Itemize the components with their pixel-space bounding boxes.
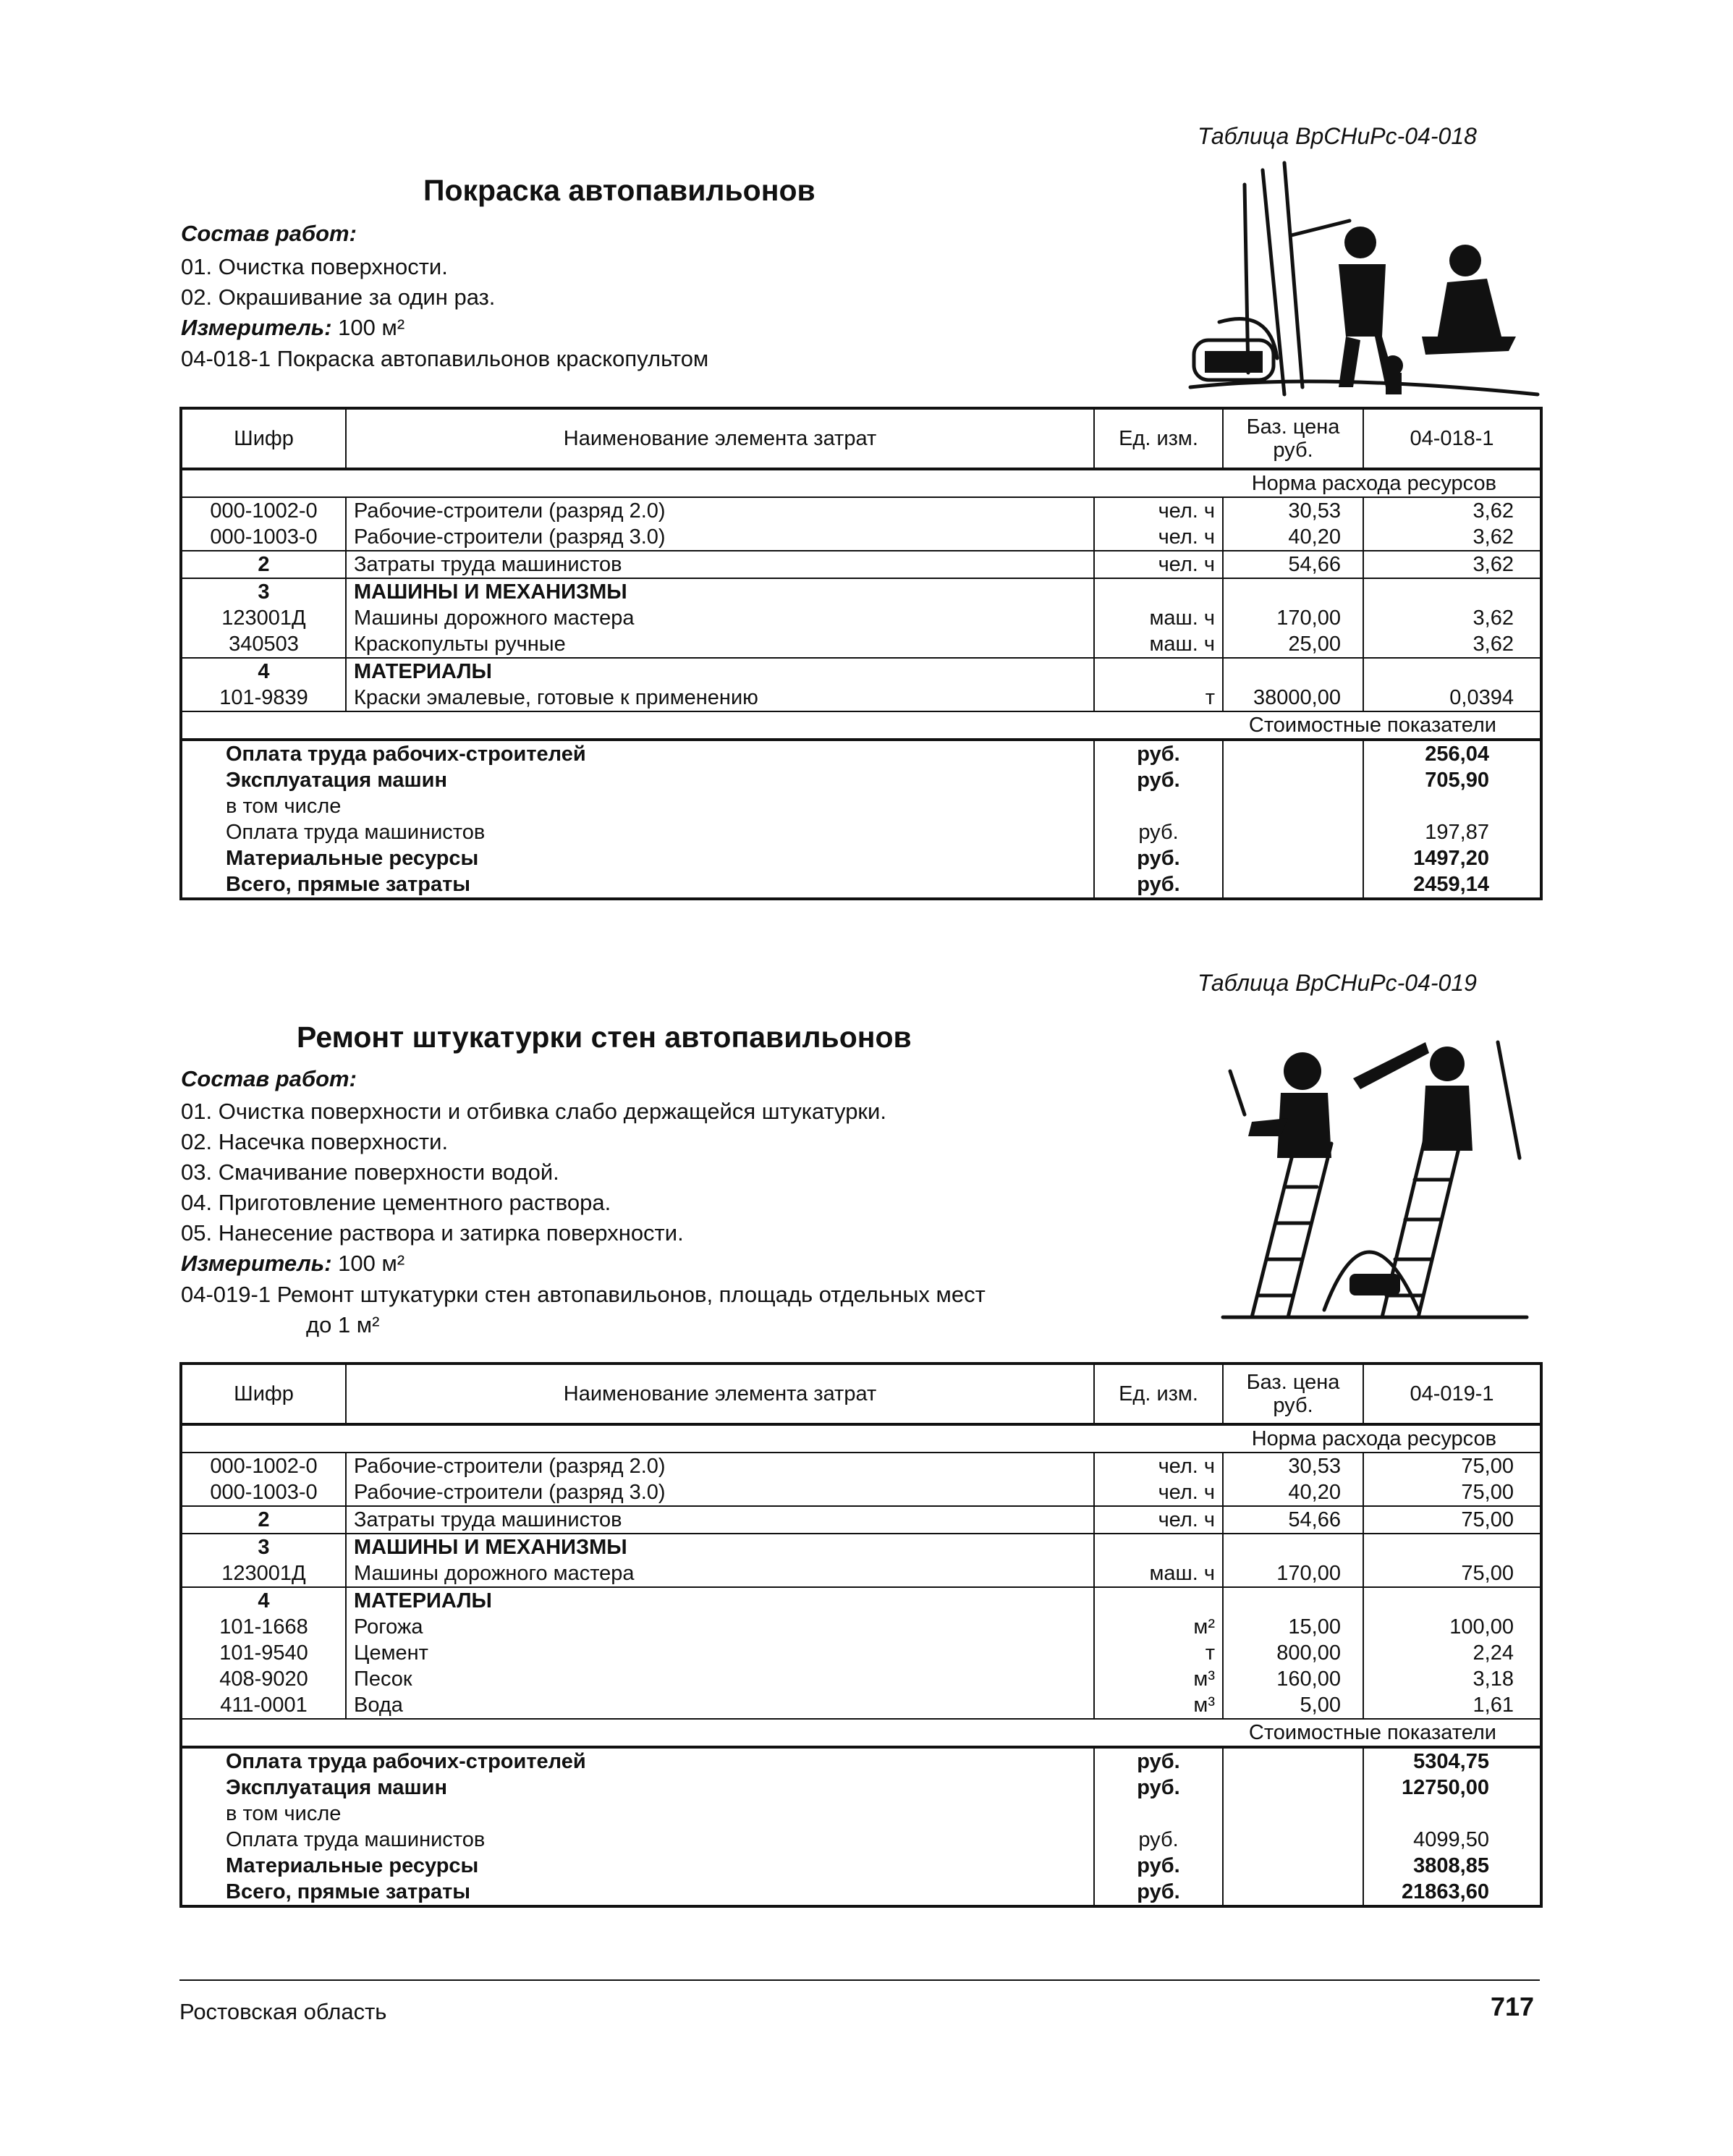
cell-price: 30,53 — [1223, 497, 1363, 524]
summary-unit: руб. — [1094, 767, 1223, 793]
header-name: Наименование элемента затрат — [346, 408, 1094, 469]
summary-unit: руб. — [1094, 1853, 1223, 1879]
work-composition-label: Состав работ: — [181, 221, 357, 246]
cell-code: 411-0001 — [181, 1692, 346, 1719]
table-row — [181, 1506, 1541, 1534]
summary-label: Материальные ресурсы — [181, 1853, 1094, 1879]
cell-name: Машины дорожного мастера — [346, 605, 1094, 631]
cell-norm: 75,00 — [1363, 1560, 1541, 1587]
summary-row — [181, 1747, 1541, 1775]
cell-norm: 100,00 — [1449, 1615, 1514, 1639]
summary-row — [181, 1879, 1541, 1906]
work-step: 01. Очистка поверхности и отбивка слабо держащейся штукатурки. — [181, 1099, 886, 1124]
cell-unit — [1094, 578, 1223, 605]
summary-value: 197,87 — [1425, 821, 1489, 844]
section-label: Норма расхода ресурсов — [181, 469, 1541, 497]
footer-region: Ростовская область — [179, 1999, 387, 2024]
cell-price: 40,20 — [1223, 1479, 1363, 1506]
cell-norm: 75,00 — [1461, 1455, 1514, 1478]
table-row — [181, 578, 1541, 605]
item-title-continued: до 1 м² — [306, 1312, 380, 1337]
cell-name: Краски эмалевые, готовые к применению — [346, 685, 1094, 711]
cell-unit: м³ — [1094, 1692, 1223, 1719]
cell-norm: 75,00 — [1363, 1479, 1541, 1506]
summary-unit: руб. — [1094, 871, 1223, 899]
summary-value: 3808,85 — [1413, 1854, 1489, 1877]
cell-price: 25,00 — [1223, 631, 1363, 658]
summary-label: Оплата труда машинистов — [181, 819, 1094, 845]
cell-price: 160,00 — [1223, 1666, 1363, 1692]
summary-row — [181, 793, 1541, 819]
cell-norm: 1,61 — [1363, 1692, 1541, 1719]
cell-name: Рабочие-строители (разряд 3.0) — [346, 1479, 1094, 1506]
cell-unit: чел. ч — [1094, 1479, 1223, 1506]
section-row — [181, 469, 1541, 497]
section-row — [181, 711, 1541, 740]
summary-value: 1497,20 — [1413, 847, 1489, 870]
summary-value — [1363, 1801, 1541, 1827]
table-row — [181, 1479, 1541, 1506]
cell-code: 3 — [181, 578, 346, 605]
summary-row — [181, 1853, 1541, 1879]
cell-name: МАТЕРИАЛЫ — [346, 1587, 1094, 1614]
cell-unit: чел. ч — [1094, 497, 1223, 524]
cost-table-04-019 — [179, 1362, 1543, 1908]
cell-price — [1223, 578, 1363, 605]
summary-value: 12750,00 — [1402, 1776, 1489, 1799]
cell-price: 54,66 — [1223, 1506, 1363, 1534]
header-code: Шифр — [181, 1364, 346, 1424]
cell-code: 4 — [181, 658, 346, 685]
cell-code: 000-1002-0 — [181, 497, 346, 524]
section-title: Покраска автопавильонов — [423, 174, 815, 207]
cell-name: Затраты труда машинистов — [346, 1506, 1094, 1534]
summary-empty — [1223, 793, 1363, 819]
summary-row — [181, 845, 1541, 871]
summary-value: 256,04 — [1363, 740, 1541, 767]
header-norm: 04-019-1 — [1363, 1364, 1541, 1424]
summary-label: Эксплуатация машин — [181, 767, 1094, 793]
cell-price: 38000,00 — [1223, 685, 1363, 711]
summary-empty — [1223, 1827, 1363, 1853]
table-row — [181, 524, 1541, 551]
work-step: 04. Приготовление цементного раствора. — [181, 1190, 611, 1215]
summary-value: 4099,50 — [1413, 1828, 1489, 1851]
cell-unit: маш. ч — [1094, 605, 1223, 631]
summary-row — [181, 1801, 1541, 1827]
cell-unit — [1094, 658, 1223, 685]
cell-code: 101-9839 — [181, 685, 346, 711]
summary-empty — [1223, 1801, 1363, 1827]
cell-price: 15,00 — [1223, 1614, 1363, 1640]
summary-unit: руб. — [1094, 1775, 1223, 1801]
cell-norm: 3,62 — [1363, 524, 1541, 551]
cell-code: 2 — [181, 1506, 346, 1534]
summary-label: Всего, прямые затраты — [181, 871, 1094, 899]
item-title: 04-018-1 Покраска автопавильонов краскопультом — [181, 346, 709, 371]
page-number: 717 — [1491, 1992, 1535, 2021]
summary-row — [181, 740, 1541, 767]
cell-norm: 3,62 — [1363, 631, 1541, 658]
footer-divider — [179, 1979, 1540, 1981]
header-name: Наименование элемента затрат — [346, 1364, 1094, 1424]
summary-empty — [1223, 871, 1363, 899]
summary-label: Оплата труда машинистов — [181, 1827, 1094, 1853]
cell-code: 2 — [181, 551, 346, 578]
table-row — [181, 605, 1541, 631]
summary-value — [1363, 793, 1541, 819]
header-price: Баз. цена руб. — [1223, 1364, 1363, 1424]
summary-unit: руб. — [1094, 1827, 1223, 1853]
summary-row — [181, 819, 1541, 845]
summary-label: в том числе — [181, 793, 1094, 819]
table-row — [181, 1692, 1541, 1719]
section-row — [181, 1424, 1541, 1453]
cell-norm — [1363, 1534, 1541, 1560]
measure-line — [181, 1251, 404, 1277]
summary-unit: руб. — [1094, 819, 1223, 845]
table-row — [181, 1666, 1541, 1692]
cell-unit: чел. ч — [1094, 1506, 1223, 1534]
table-row — [181, 1614, 1541, 1640]
cell-name: Песок — [346, 1666, 1094, 1692]
measure-line — [181, 315, 404, 341]
header-norm: 04-018-1 — [1363, 408, 1541, 469]
summary-value: 2459,14 — [1413, 873, 1489, 896]
summary-label: Всего, прямые затраты — [181, 1879, 1094, 1906]
summary-unit: руб. — [1094, 1879, 1223, 1906]
cell-code: 340503 — [181, 631, 346, 658]
measure-value: 100 м² — [338, 1251, 405, 1276]
cell-unit: м² — [1094, 1614, 1223, 1640]
cell-unit — [1094, 1587, 1223, 1614]
summary-row — [181, 871, 1541, 899]
cell-code: 101-1668 — [181, 1614, 346, 1640]
table-row — [181, 497, 1541, 524]
header-code: Шифр — [181, 408, 346, 469]
cell-price — [1223, 1534, 1363, 1560]
cell-name: Рабочие-строители (разряд 3.0) — [346, 524, 1094, 551]
summary-empty — [1223, 819, 1363, 845]
summary-row — [181, 1775, 1541, 1801]
cell-price: 54,66 — [1223, 551, 1363, 578]
section-label: Стоимостные показатели — [181, 711, 1541, 740]
table-caption: Таблица ВрСНиРс-04-018 — [1198, 123, 1477, 149]
table-row — [181, 631, 1541, 658]
cell-unit: маш. ч — [1094, 631, 1223, 658]
work-step: 03. Смачивание поверхности водой. — [181, 1159, 559, 1185]
cell-unit: т — [1094, 685, 1223, 711]
cell-norm: 3,18 — [1473, 1667, 1514, 1691]
work-step: 02. Насечка поверхности. — [181, 1129, 449, 1154]
section-label: Норма расхода ресурсов — [181, 1424, 1541, 1453]
header-price: Баз. цена руб. — [1223, 408, 1363, 469]
work-step: 02. Окрашивание за один раз. — [181, 284, 496, 310]
cell-code: 123001Д — [181, 1560, 346, 1587]
cell-code: 000-1003-0 — [181, 1479, 346, 1506]
cell-norm: 3,62 — [1363, 551, 1541, 578]
cell-norm: 0,0394 — [1363, 685, 1541, 711]
work-step: 05. Нанесение раствора и затирка поверхности. — [181, 1220, 684, 1246]
header-unit: Ед. изм. — [1094, 408, 1223, 469]
table-row — [181, 1587, 1541, 1614]
cell-unit: т — [1094, 1640, 1223, 1666]
cell-unit: маш. ч — [1094, 1560, 1223, 1587]
table-row — [181, 1640, 1541, 1666]
cell-code: 3 — [181, 1534, 346, 1560]
cell-price: 800,00 — [1223, 1640, 1363, 1666]
table-header-row — [181, 1364, 1541, 1424]
summary-unit: руб. — [1094, 740, 1223, 767]
summary-unit — [1094, 1801, 1223, 1827]
summary-unit: руб. — [1094, 845, 1223, 871]
table-row — [181, 685, 1541, 711]
cell-name: Рабочие-строители (разряд 2.0) — [346, 497, 1094, 524]
summary-empty — [1223, 1775, 1363, 1801]
header-unit: Ед. изм. — [1094, 1364, 1223, 1424]
summary-label: Оплата труда рабочих-строителей — [181, 1747, 1094, 1775]
summary-label: Материальные ресурсы — [181, 845, 1094, 871]
cell-code: 408-9020 — [181, 1666, 346, 1692]
cell-norm: 3,62 — [1473, 606, 1514, 630]
table-row — [181, 658, 1541, 685]
summary-unit — [1094, 793, 1223, 819]
table-row — [181, 551, 1541, 578]
cell-price: 30,53 — [1223, 1453, 1363, 1479]
table-row — [181, 1560, 1541, 1587]
table-row — [181, 1534, 1541, 1560]
summary-value: 705,90 — [1425, 769, 1489, 792]
cell-name: МАШИНЫ И МЕХАНИЗМЫ — [346, 1534, 1094, 1560]
summary-label: Эксплуатация машин — [181, 1775, 1094, 1801]
summary-label: в том числе — [181, 1801, 1094, 1827]
cell-name: Цемент — [346, 1640, 1094, 1666]
summary-value: 21863,60 — [1402, 1880, 1489, 1903]
summary-label: Оплата труда рабочих-строителей — [181, 740, 1094, 767]
table-header-row — [181, 408, 1541, 469]
cell-name: Затраты труда машинистов — [346, 551, 1094, 578]
cell-norm — [1363, 578, 1541, 605]
cell-code: 123001Д — [181, 605, 346, 631]
measure-label: Измеритель: — [181, 315, 332, 340]
summary-empty — [1223, 767, 1363, 793]
cell-code: 101-9540 — [181, 1640, 346, 1666]
table-row — [181, 1453, 1541, 1479]
cell-unit: чел. ч — [1094, 1453, 1223, 1479]
cost-table-04-018 — [179, 407, 1543, 900]
cell-name: Рабочие-строители (разряд 2.0) — [346, 1453, 1094, 1479]
summary-empty — [1223, 1853, 1363, 1879]
cell-unit — [1094, 1534, 1223, 1560]
cell-price — [1223, 658, 1363, 685]
summary-empty — [1223, 1747, 1363, 1775]
summary-empty — [1223, 1879, 1363, 1906]
cell-price: 40,20 — [1223, 524, 1363, 551]
summary-row — [181, 767, 1541, 793]
summary-value: 5304,75 — [1363, 1747, 1541, 1775]
cell-name: МАТЕРИАЛЫ — [346, 658, 1094, 685]
section-title: Ремонт штукатурки стен автопавильонов — [297, 1020, 912, 1054]
cell-price: 170,00 — [1223, 605, 1363, 631]
cell-unit: чел. ч — [1094, 551, 1223, 578]
cell-norm: 3,62 — [1473, 499, 1514, 523]
summary-empty — [1223, 845, 1363, 871]
cell-code: 000-1003-0 — [181, 524, 346, 551]
cell-norm — [1363, 1587, 1541, 1614]
summary-empty — [1223, 740, 1363, 767]
measure-label: Измеритель: — [181, 1251, 332, 1276]
cell-price — [1223, 1587, 1363, 1614]
item-title: 04-019-1 Ремонт штукатурки стен автопавильонов, площадь отдельных мест — [181, 1282, 986, 1307]
measure-value: 100 м² — [338, 315, 405, 340]
cell-unit: чел. ч — [1094, 524, 1223, 551]
section-label: Стоимостные показатели — [181, 1719, 1541, 1747]
summary-unit: руб. — [1094, 1747, 1223, 1775]
cell-norm: 75,00 — [1363, 1506, 1541, 1534]
cell-name: Краскопульты ручные — [346, 631, 1094, 658]
summary-row — [181, 1827, 1541, 1853]
cell-norm: 2,24 — [1473, 1641, 1514, 1665]
cell-name: МАШИНЫ И МЕХАНИЗМЫ — [346, 578, 1094, 605]
cell-price: 5,00 — [1223, 1692, 1363, 1719]
section-row — [181, 1719, 1541, 1747]
table-caption: Таблица ВрСНиРс-04-019 — [1198, 970, 1477, 996]
cell-price: 170,00 — [1223, 1560, 1363, 1587]
work-step: 01. Очистка поверхности. — [181, 254, 448, 279]
cell-name: Вода — [346, 1692, 1094, 1719]
cell-code: 000-1002-0 — [181, 1453, 346, 1479]
cell-name: Рогожа — [346, 1614, 1094, 1640]
painters-illustration — [1176, 156, 1545, 405]
cell-norm — [1363, 658, 1541, 685]
cell-code: 4 — [181, 1587, 346, 1614]
plasterers-illustration — [1208, 1013, 1541, 1324]
work-composition-label: Состав работ: — [181, 1066, 357, 1091]
cell-name: Машины дорожного мастера — [346, 1560, 1094, 1587]
cell-unit: м³ — [1094, 1666, 1223, 1692]
